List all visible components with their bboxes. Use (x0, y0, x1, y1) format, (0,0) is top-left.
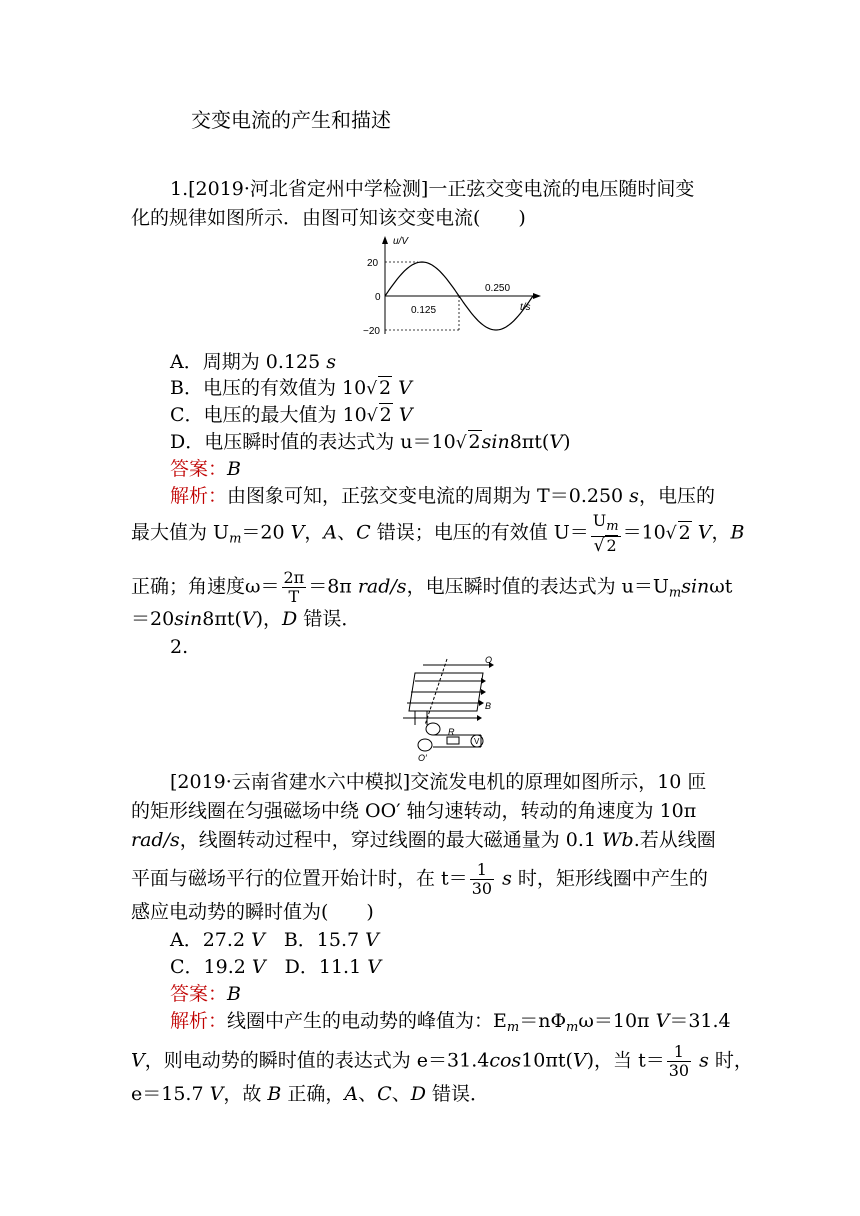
q1-option-c: C．电压的最大值为 10√ 2 V (170, 404, 413, 426)
q2-generator-diagram (385, 655, 495, 763)
q2-stem-line3: rad/s，线圈转动过程中，穿过线圈的最大磁通量为 0.1 Wb.若从线圈 (131, 829, 716, 851)
q2-options-cd: C．19.2 V D．11.1 V (170, 956, 381, 978)
slip-ring-1 (426, 723, 440, 735)
label-V: V (474, 737, 480, 746)
label-O: O (485, 655, 493, 665)
label-B: B (485, 701, 492, 711)
resistor-R (447, 737, 459, 744)
x-axis-arrow (533, 293, 541, 299)
q1-option-a: A．周期为 0.125 s (170, 351, 336, 373)
y-tick-neg20: −20 (363, 326, 380, 337)
page-title: 交变电流的产生和描述 (191, 108, 391, 132)
label-R: R (448, 727, 455, 737)
q2-stem-line5: 感应电动势的瞬时值为( ) (131, 901, 374, 923)
q1-analysis-line1: 解析：由图象可知，正弦交变电流的周期为 T＝0.250 s，电压的 (170, 485, 715, 507)
q2-number: 2. (170, 636, 189, 658)
q1-analysis-line3: 正确；角速度ω＝ $\frac{2\pi}{T}$ ＝8π rad/s，电压瞬时值的表达式为 $u=U_m\sin\omega t$ (131, 568, 733, 606)
y-tick-0: 0 (375, 292, 381, 303)
q1-option-d: D．电压瞬时值的表达式为 u＝10√ 2sin8πt(V) (170, 431, 571, 453)
q2-answer: 答案：B (170, 983, 241, 1005)
q1-stem-line1: 1.[2019·河北省定州中学检测]一正弦交变电流的电压随时间变 (170, 178, 695, 200)
q1-voltage-graph (355, 230, 545, 340)
q2-options-ab: A．27.2 V B．15.7 V (170, 929, 379, 951)
y-tick-20: 20 (367, 258, 379, 269)
q2-analysis-line3: e＝15.7 V，故 B 正确，A、C、D 错误． (131, 1083, 489, 1105)
x-axis-label: t/s (520, 302, 531, 313)
q2-stem-line2: 的矩形线圈在匀强磁场中绕 OO′ 轴匀速转动，转动的角速度为 10π (131, 800, 697, 822)
x-tick-0125: 0.125 (411, 305, 437, 316)
slip-ring-2 (418, 739, 432, 751)
q1-analysis-line4: ＝20sin8πt(V)，D 错误． (131, 608, 361, 630)
q2-stem-line4: 平面与磁场平行的位置开始计时，在 t＝ $\frac{1}{30}$ s 时，矩形线圈中产生的 (131, 860, 708, 898)
q1-stem-line2: 化的规律如图所示．由图可知该交变电流( ) (131, 207, 526, 229)
y-axis-arrow (382, 236, 388, 244)
q2-analysis-line2: V，则电动势的瞬时值的表达式为 e＝31.4cos10πt(V)，当 t＝ $\frac{1}{30}$ s 时， (131, 1042, 753, 1080)
q1-option-b: B．电压的有效值为 10√ 2 V (170, 377, 412, 399)
q2-stem-line1: [2019·云南省建水六中模拟]交流发电机的原理如图所示，10 匝 (170, 771, 707, 793)
label-O-prime: O′ (418, 753, 427, 763)
x-tick-0250: 0.250 (485, 283, 511, 294)
q1-analysis-line2: 最大值为 $U_m=20$ V，A、C 错误；电压的有效值 U＝ $\frac{U_m}{√ 2}$ ＝10√ 2 V，B (131, 511, 745, 556)
q2-analysis-line1: 解析：线圈中产生的电动势的峰值为：$E_m=n\Phi_m\omega=10\pi$ V＝31.4 (170, 1010, 731, 1035)
y-axis-label: u/V (393, 236, 409, 247)
q1-answer: 答案：B (170, 458, 241, 480)
